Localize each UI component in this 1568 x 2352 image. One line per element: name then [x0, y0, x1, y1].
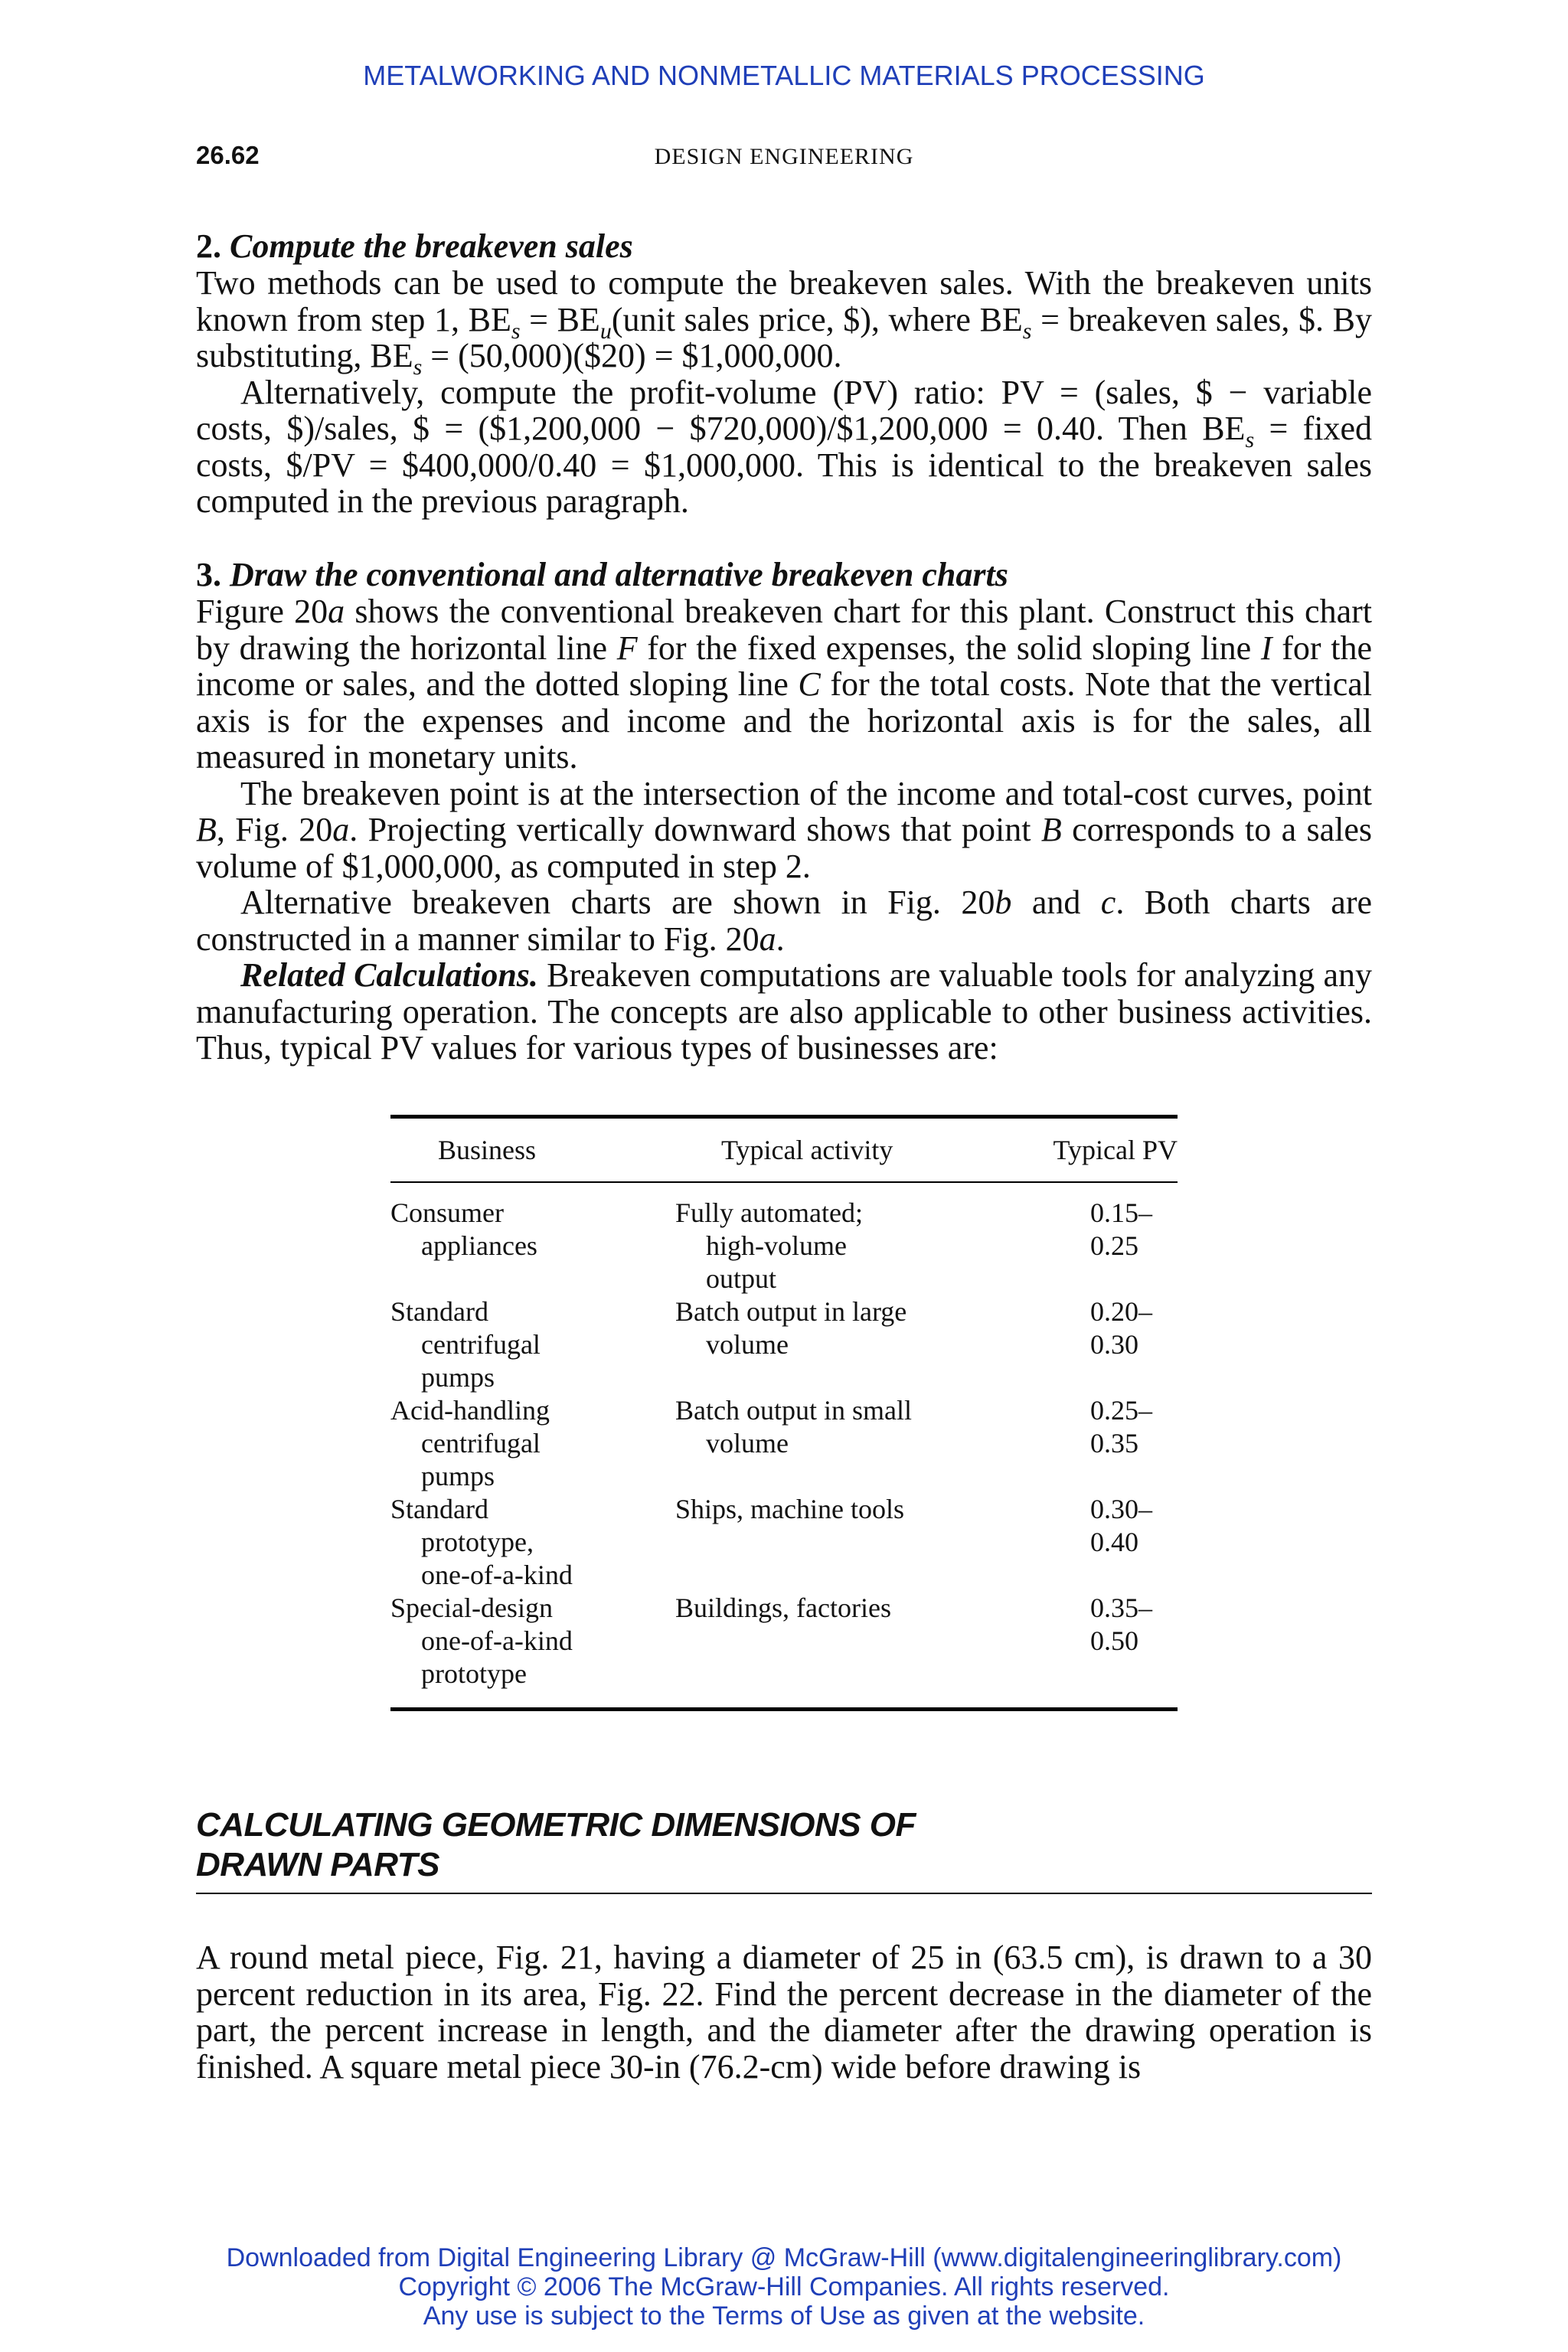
- pv-table: [390, 1115, 1178, 1711]
- step-2-title: Compute the breakeven sales: [230, 227, 633, 265]
- cell-business: Acid-handling centrifugal pumps: [390, 1395, 550, 1491]
- footer-copyright: Copyright © 2006 The McGraw-Hill Companies. All rights reserved.: [398, 2272, 1170, 2301]
- cell-business: Standard prototype, one-of-a-kind: [390, 1494, 573, 1590]
- cell-activity: Buildings, factories: [675, 1592, 891, 1623]
- section-paragraph: A round metal piece, Fig. 21, having a diameter of 25 in (63.5 cm), is drawn to a 30 percent reduction in its area, Fig. 22. Find the percent decrease in the diameter of the part, the percent increase in length, and the diameter after the drawing operation is finished. A square metal piece 30-in (76.2-cm) wide before drawing is: [196, 1939, 1372, 2086]
- step-2-heading: [196, 228, 1372, 265]
- step-3-heading: [196, 557, 1372, 593]
- step-3-paragraph-1: Figure 20a shows the conventional breakeven chart for this plant. Construct this chart by drawing the horizontal line F for the fixed expenses, the solid sloping line I for the income or sales, and the dotted sloping line C for the total costs. Note that the vertical axis is for the expenses and income and the horizontal axis is for the sales, all measured in monetary units.: [196, 593, 1372, 776]
- table-header-row: [390, 1119, 1178, 1183]
- cell-business: Special-design one-of-a-kind prototype: [390, 1592, 573, 1689]
- table-body: [390, 1183, 1178, 1707]
- table-row: [390, 1295, 1178, 1394]
- step-3-paragraph-2: The breakeven point is at the intersection of the income and total-cost curves, point B, Fig. 20a. Projecting vertically downward shows that point B corresponds to a sales volume of $1,000,000, as computed in step 2.: [196, 774, 1372, 885]
- related-calculations-lead: Related Calculations.: [240, 956, 538, 994]
- step-3-section: [196, 557, 1372, 1067]
- footer: [0, 2243, 1568, 2331]
- cell-activity: Batch output in large volume: [675, 1296, 907, 1360]
- cell-business: Standard centrifugal pumps: [390, 1296, 541, 1393]
- step-2-number: 2.: [196, 227, 221, 265]
- footer-terms: Any use is subject to the Terms of Use as given at the website.: [423, 2301, 1145, 2331]
- cell-activity: Ships, machine tools: [675, 1494, 904, 1524]
- page-number: 26.62: [196, 141, 260, 169]
- section-divider: [196, 1893, 1372, 1894]
- banner-title: METALWORKING AND NONMETALLIC MATERIALS PROCESSING: [363, 60, 1205, 91]
- cell-activity: Fully automated; high-volume output: [675, 1197, 863, 1294]
- step-2-paragraph-1: Two methods can be used to compute the breakeven sales. With the breakeven units known from step 1, $BE_s$ = $BE_u(unit$ sales price, $), where $BE_s$ = breakeven sales, $. By substituting, $BE_s$ = (50,000)($20) = $1,000,000.: [196, 264, 1372, 380]
- header-pv: Typical PV: [1053, 1135, 1178, 1165]
- table-row: [390, 1394, 1178, 1493]
- section-heading: [196, 1805, 916, 1885]
- related-calculations-paragraph: Related Calculations. Breakeven computations are valuable tools for analyzing any manufacturing operation. The concepts are also applicable to other business activities. Thus, typical PV values for various types of businesses are:: [196, 956, 1373, 1067]
- table-row: [390, 1197, 1178, 1295]
- step-2-section: [196, 228, 1372, 520]
- section-body: [196, 1939, 1372, 2085]
- step-3-number: 3.: [196, 556, 221, 593]
- table-row: [390, 1592, 1178, 1690]
- footer-download-link[interactable]: Downloaded from Digital Engineering Library @ McGraw-Hill (www.digitalengineeringlibrary.com): [226, 2243, 1342, 2272]
- section-heading-line-2: DRAWN PARTS: [196, 1846, 439, 1883]
- cell-pv: 0.20–0.30: [1090, 1296, 1152, 1360]
- step-3-paragraph-3: Alternative breakeven charts are shown in Fig. 20b and c. Both charts are constructed in a manner similar to Fig. 20a.: [196, 884, 1372, 958]
- cell-business: Consumer appliances: [390, 1197, 537, 1261]
- header-business: Business: [438, 1135, 537, 1165]
- section-heading-line-1: CALCULATING GEOMETRIC DIMENSIONS OF: [196, 1806, 916, 1844]
- running-head: DESIGN ENGINEERING: [654, 144, 914, 169]
- cell-pv: 0.30–0.40: [1090, 1494, 1152, 1557]
- step-3-title: Draw the conventional and alternative breakeven charts: [230, 556, 1008, 593]
- cell-pv: 0.35–0.50: [1090, 1592, 1152, 1656]
- cell-activity: Batch output in small volume: [675, 1395, 912, 1459]
- header-activity: Typical activity: [721, 1135, 893, 1165]
- table-row: [390, 1493, 1178, 1592]
- step-2-paragraph-2: Alternatively, compute the profit-volume (PV) ratio: PV = (sales, $ − variable costs, $)/sales, $ = ($1,200,000 − $720,000)/$1,200,000 = 0.40. Then $BE_s$ = fixed costs, $/PV = $400,000/0.40 = $1,000,000. This is identical to the breakeven sales computed in the previous paragraph.: [196, 373, 1372, 520]
- cell-pv: 0.25–0.35: [1090, 1395, 1152, 1459]
- cell-pv: 0.15–0.25: [1090, 1197, 1152, 1261]
